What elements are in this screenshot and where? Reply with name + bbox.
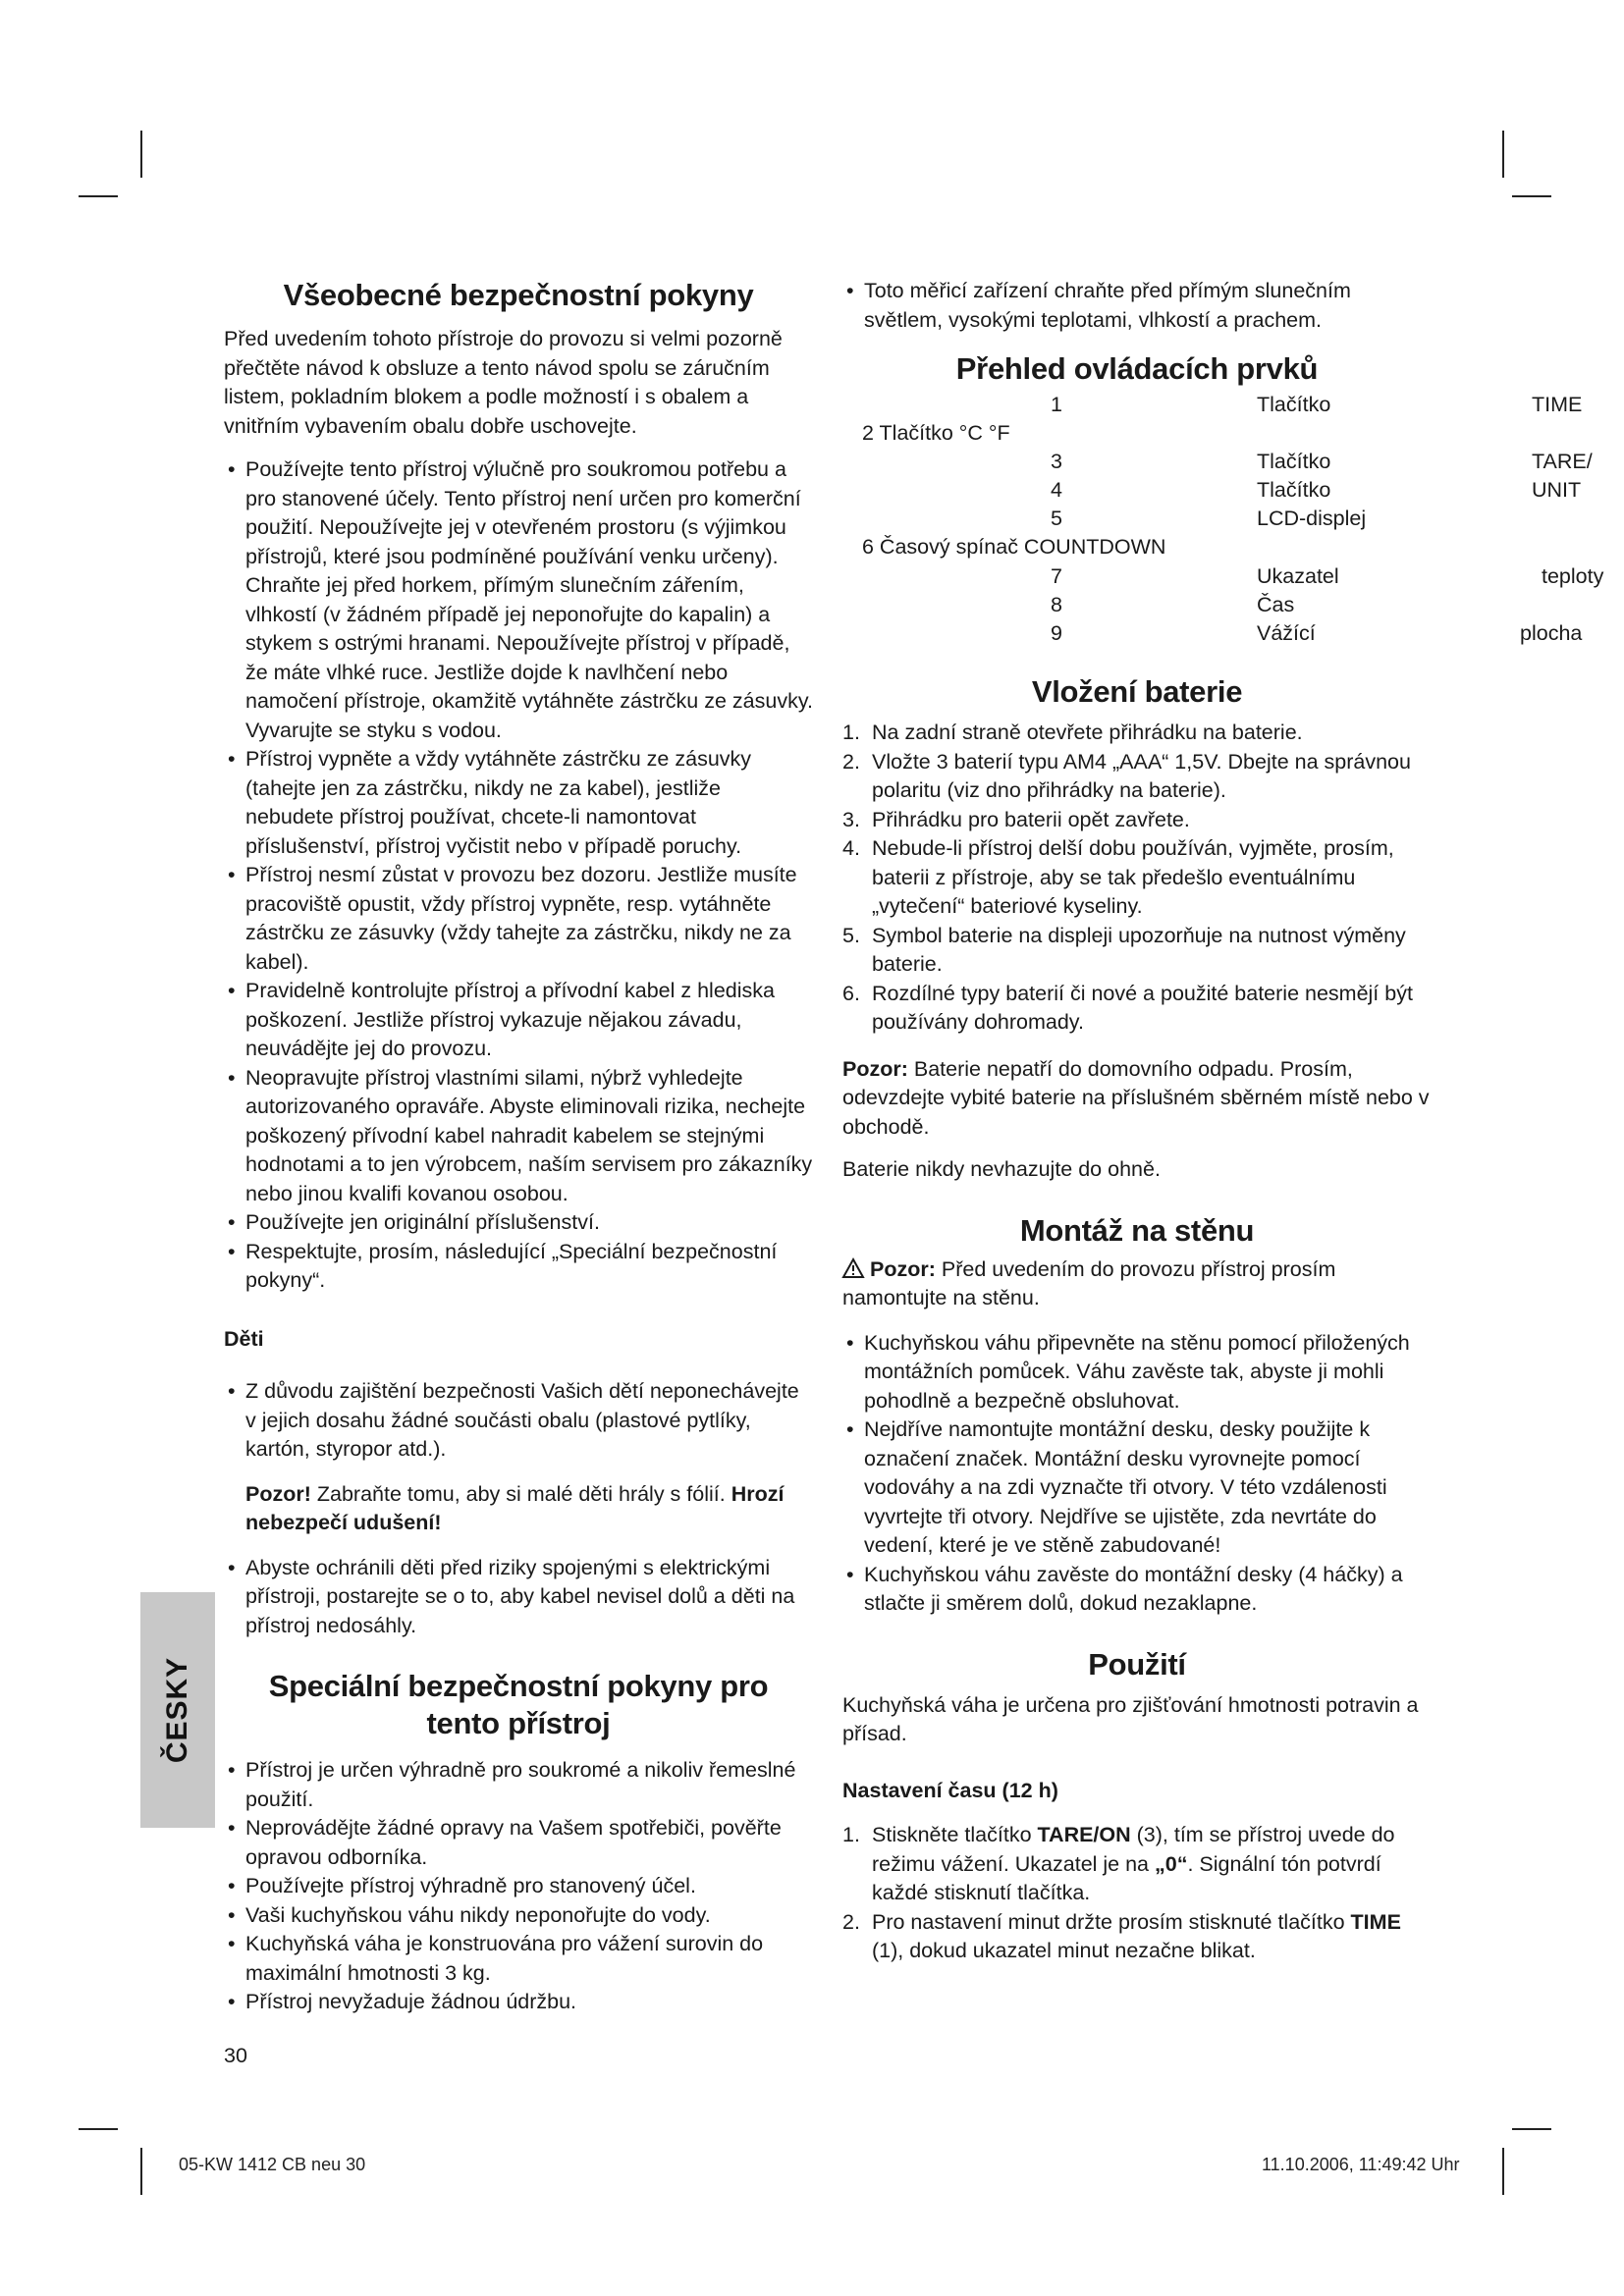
list-item: • Abyste ochránili děti před riziky spojenými s elektrickými přístroji, postarejte se o to, aby kabel nevisel dolů a děti na přístroj nedosáhly.: [224, 1554, 813, 1641]
control-label: Tlačítko: [1257, 393, 1331, 416]
list-item: • Přístroj nevyžaduje žádnou údržbu.: [224, 1988, 813, 2017]
list-item: 4. Nebude-li přístroj delší dobu používán, vyjměte, prosím, baterii z přístroje, aby se tak předešlo eventuálnímu „vytečení“ bateriové kyseliny.: [842, 836, 1394, 918]
control-row-text: 6 Časový spínač COUNTDOWN: [862, 535, 1166, 559]
control-extra: teploty: [1542, 564, 1604, 588]
control-row-text: 2 Tlačítko °C °F: [862, 421, 1010, 445]
heading-time-setting: Nastavení času (12 h): [842, 1778, 1058, 1802]
control-number: 4: [1051, 478, 1062, 502]
control-label: Tlačítko: [1257, 450, 1331, 473]
intro-paragraph: Před uvedením tohoto přístroje do provozu si velmi pozorně přečtěte návod k obsluze a tento návod spolu se záručním listem, pokladním blokem a podle možností i s obalem a vnitřním vybavením obalu dobře uschovejte.: [224, 327, 783, 438]
children-list-2: [224, 1554, 813, 1641]
control-label: Ukazatel: [1257, 564, 1339, 588]
crop-mark: [1502, 131, 1504, 178]
suffocation-warning: [245, 1480, 813, 1538]
control-number: 7: [1051, 564, 1062, 588]
battery-steps: [842, 719, 1432, 1038]
list-item: • Neprovádějte žádné opravy na Vašem spotřebiči, pověřte opravou odborníka.: [224, 1814, 813, 1872]
list-item: 1. Na zadní straně otevřete přihrádku na baterie.: [842, 721, 1303, 744]
heading-use: Použití: [1088, 1646, 1186, 1682]
list-item: • Přístroj je určen výhradně pro soukromé a nikoliv řemeslné použití.: [224, 1756, 813, 1814]
language-side-tab: [140, 1592, 215, 1828]
control-label: Tlačítko: [1257, 478, 1331, 502]
crop-mark: [140, 2148, 142, 2195]
control-extra: TARE/: [1532, 450, 1593, 473]
heading-controls: Přehled ovládacích prvků: [955, 351, 1319, 386]
list-item: • Pravidelně kontrolujte přístroj a přívodní kabel z hlediska poškození. Jestliže přístroj vykazuje nějakou závadu, neuvádějte jej do provozu.: [224, 977, 813, 1064]
heading-general-safety: Všeobecné bezpečnostní pokyny: [283, 278, 754, 312]
footer-left: 05-KW 1412 CB neu 30: [179, 2155, 366, 2174]
list-item: • Používejte přístroj výhradně pro stanovený účel.: [224, 1872, 813, 1901]
control-number: 3: [1051, 450, 1062, 473]
special-safety-list: [224, 1756, 813, 2017]
crop-mark: [1512, 2128, 1551, 2130]
list-item: • Kuchyňskou váhu připevněte na stěnu pomocí přiložených montážních pomůcek. Váhu zavěste tak, abyste ji mohli pohodlně a bezpečně obsluhovat.: [842, 1329, 1432, 1416]
warning-label: Pozor!: [245, 1481, 311, 1506]
list-item: • Přístroj nesmí zůstat v provozu bez dozoru. Jestliže musíte pracoviště opustit, vždy přístroj vypněte, resp. vytáhněte zástrčku ze zásuvky (vždy tahejte za zástrčku, nikdy ne za kabel).: [224, 861, 813, 977]
list-item: • Z důvodu zajištění bezpečnosti Vašich dětí neponechávejte v jejich dosahu žádné součásti obalu (plastové pytlíky, kartón, styropor atd.).: [224, 1377, 813, 1465]
control-number: 9: [1051, 621, 1062, 645]
language-label: ČESKY: [161, 1656, 193, 1764]
list-item: • Toto měřicí zařízení chraňte před přímým slunečním světlem, vysokými teplotami, vlhkostí a prachem.: [842, 277, 1432, 335]
warning-label: Pozor:: [870, 1256, 936, 1281]
footer-right: 11.10.2006, 11:49:42 Uhr: [1262, 2155, 1460, 2174]
heading-wall-mount: Montáž na stěnu: [1019, 1212, 1255, 1248]
use-paragraph: Kuchyňská váha je určena pro zjišťování hmotnosti potravin a přísad.: [842, 1692, 1419, 1745]
control-label: Čas: [1257, 593, 1295, 616]
list-item: • Nejdříve namontujte montážní desku, desky použijte k označení značek. Montážní desku vyrovnejte pomocí vodováhy a na zdi vyznačte tři otvory. V této vzdálenosti vyvrtejte tři otvory. Nejdříve se ujistěte, zda nevrtáte do vedení, které je ve stěně zabudované!: [842, 1415, 1432, 1561]
list-item: 5. Symbol baterie na displeji upozorňuje na nutnost výměny baterie.: [842, 923, 1406, 976]
warning-text: Zabraňte tomu, aby si malé děti hrály s fólií.: [310, 1481, 731, 1506]
list-item: 3. Přihrádku pro baterii opět zavřete.: [842, 807, 1190, 831]
list-item: 1. Stiskněte tlačítko TARE/ON (3), tím se přístroj uvede do režimu vážení. Ukazatel je na „0“. Signální tón potvrdí každé stisknutí tlačítka.: [842, 1823, 1395, 1904]
list-item: 6. Rozdílné typy baterií či nové a použité baterie nesmějí být používány dohromady.: [842, 981, 1413, 1034]
heading-battery: Vložení baterie: [1031, 674, 1243, 709]
warning-triangle-icon: [842, 1258, 864, 1278]
control-number: 8: [1051, 593, 1062, 616]
control-label: Vážící: [1257, 621, 1316, 645]
list-item: • Respektujte, prosím, následující „Speciální bezpečnostní pokyny“.: [224, 1238, 813, 1296]
control-extra: plocha: [1520, 621, 1583, 645]
crop-mark: [1512, 195, 1551, 197]
list-item: • Kuchyňská váha je konstruována pro vážení surovin do maximální hmotnosti 3 kg.: [224, 1930, 813, 1988]
list-item: • Vaši kuchyňskou váhu nikdy neponořujte do vody.: [224, 1901, 813, 1931]
control-number: 1: [1051, 393, 1062, 416]
list-item: • Neopravujte přístroj vlastními silami, nýbrž vyhledejte autorizovaného opraváře. Abyste eliminovali rizika, nechejte poškozený přívodní kabel nahradit kabelem se stejnými hodnotami a to jen výrobcem, naším servisem pro zákazníky nebo jinou kvalifi kovanou osobou.: [224, 1064, 813, 1209]
control-number: 5: [1051, 507, 1062, 530]
children-list: [224, 1377, 813, 1465]
list-item: • Kuchyňskou váhu zavěste do montážní desky (4 háčky) a stlačte ji směrem dolů, dokud nezaklapne.: [842, 1561, 1432, 1619]
crop-mark: [79, 195, 118, 197]
mount-list: [842, 1329, 1432, 1619]
list-item: • Používejte tento přístroj výlučně pro soukromou potřebu a pro stanovené účely. Tento přístroj není určen pro komerční použití. Nepoužívejte jej v otevřeném prostoru (s výjimkou přístrojů, které jsou podmíněné používání venku určeny). Chraňte jej před horkem, přímým slunečním zářením, vlhkostí (v žádném případě jej neponořujte do kapalin) a stykem s ostrými hranami. Nepoužívejte přístroj v případě, že máte vlhké ruce. Jestliže dojde k navlhčení nebo namočení přístroje, okamžitě vytáhněte zástrčku ze zásuvky. Vyvarujte se styku s vodou.: [224, 455, 813, 745]
crop-mark: [140, 131, 142, 178]
heading-special-safety: Speciální bezpečnostní pokyny pro tento přístroj: [268, 1669, 769, 1740]
mount-warning: Pozor: Před uvedením do provozu přístroj prosím namontujte na stěnu.: [842, 1256, 1336, 1309]
control-label: LCD-displej: [1257, 507, 1367, 530]
page-number: 30: [224, 2044, 247, 2067]
time-steps: [842, 1821, 1432, 1966]
general-safety-list: [224, 455, 813, 1296]
warning-emphasis: Hrozí nebezpečí udušení!: [245, 1481, 785, 1534]
crop-mark: [1502, 2148, 1504, 2195]
list-item: 2. Pro nastavení minut držte prosím stisknuté tlačítko TIME (1), dokud ukazatel minut nezačne blikat.: [842, 1909, 1401, 1962]
list-item: • Přístroj vypněte a vždy vytáhněte zástrčku ze zásuvky (tahejte jen za zástrčku, nikdy ne za kabel), jestliže nebudete přístroj používat, chcete-li namontovat příslušenství, přístroj vyčistit nebo v případě poruchy.: [224, 745, 813, 861]
left-column: [224, 277, 813, 2017]
protection-list: [842, 277, 1432, 335]
heading-children: Děti: [224, 1326, 264, 1351]
right-column: [842, 277, 1604, 1966]
note-label: Pozor:: [842, 1056, 908, 1081]
battery-fire-note: Baterie nikdy nevhazujte do ohně.: [842, 1157, 1161, 1181]
control-extra: UNIT: [1532, 478, 1582, 502]
list-item: 2. Vložte 3 baterií typu AM4 „AAA“ 1,5V. Dbejte na správnou polaritu (viz dno přihrádky na baterie).: [842, 749, 1411, 802]
crop-mark: [79, 2128, 118, 2130]
controls-table: [842, 391, 1604, 648]
battery-disposal-note: Pozor: Baterie nepatří do domovního odpadu. Prosím, odevzdejte vybité baterie na příslušném sběrném místě nebo v obchodě.: [842, 1056, 1430, 1139]
list-item: • Používejte jen originální příslušenství.: [224, 1208, 813, 1238]
control-extra: TIME: [1532, 393, 1583, 416]
